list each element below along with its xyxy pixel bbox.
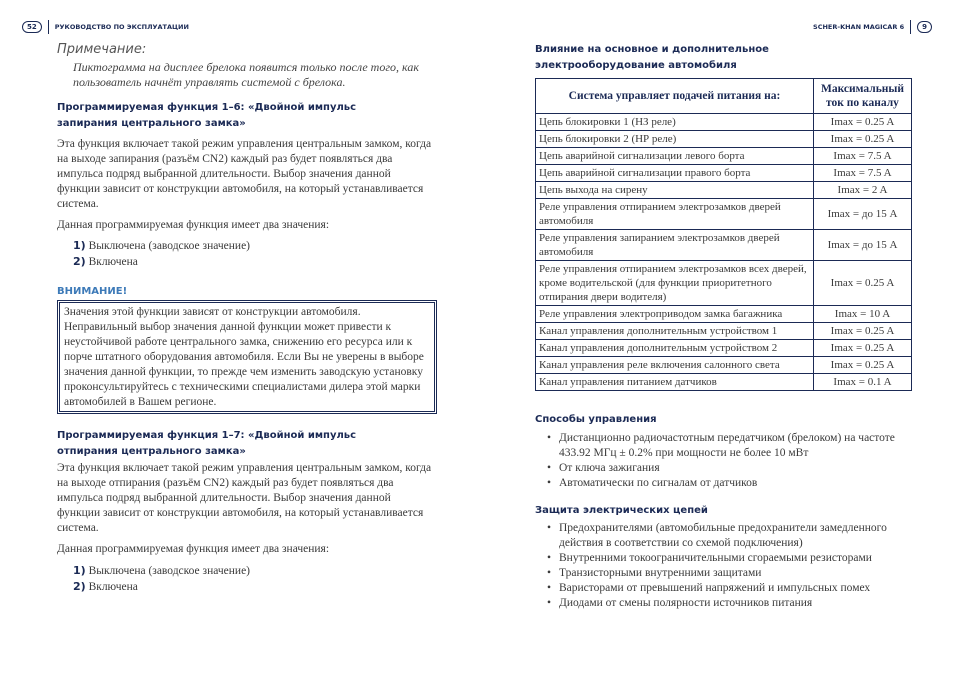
function-1-7-options	[73, 563, 250, 595]
page-number: 9	[917, 21, 932, 33]
channel-cell: Реле управления запиранием электрозамков дверей автомобиля	[536, 230, 814, 261]
table-row	[536, 323, 912, 340]
table-row	[536, 374, 912, 391]
control-list	[545, 431, 915, 491]
table-row	[536, 131, 912, 148]
left-page-header	[22, 20, 189, 34]
channel-cell: Реле управления отпиранием электрозамков дверей автомобиля	[536, 199, 814, 230]
option: 2) Включена	[73, 580, 138, 593]
right-page-header	[813, 20, 932, 34]
list-item: • Транзисторными внутренними защитами	[545, 566, 915, 581]
list-item: • Внутренними токоограничительными сгораемыми резисторами	[545, 551, 915, 566]
table-row	[536, 261, 912, 306]
current-cell: Imax = 0.25 A	[814, 261, 912, 306]
page-number: 52	[22, 21, 42, 33]
running-title: РУКОВОДСТВО ПО ЭКСПЛУАТАЦИИ	[54, 23, 189, 31]
list-item: • Автоматически по сигналам от датчиков	[545, 476, 915, 491]
protection-title: Защита электрических цепей	[535, 505, 708, 516]
function-1-7-title: Программируемая функция 1–7: «Двойной импульс отпирания центрального замка»	[57, 430, 357, 457]
channel-cell: Канал управления реле включения салонного света	[536, 357, 814, 374]
current-cell: Imax = 7.5 A	[814, 148, 912, 165]
divider	[48, 20, 49, 34]
warning-title: ВНИМАНИЕ!	[57, 286, 128, 297]
current-cell: Imax = 0.25 A	[814, 114, 912, 131]
current-cell: Imax = до 15 A	[814, 230, 912, 261]
current-cell: Imax = 7.5 A	[814, 165, 912, 182]
current-cell: Imax = 0.25 A	[814, 357, 912, 374]
control-title: Способы управления	[535, 414, 657, 425]
current-cell: Imax = 0.25 A	[814, 340, 912, 357]
channel-cell: Канал управления дополнительным устройством 2	[536, 340, 814, 357]
function-1-6-title: Программируемая функция 1–6: «Двойной импульс запирания центрального замка»	[57, 102, 357, 129]
influence-title: Влияние на основное и дополнительное электрооборудование автомобиля	[535, 44, 769, 71]
function-1-7-values-intro: Данная программируемая функция имеет два значения:	[57, 543, 330, 555]
table-row	[536, 340, 912, 357]
function-1-7-text: Эта функция включает такой режим управления центральным замком, когда на выходе отпирания (разъём CN2) каждый раз будет появляться два импульса подряд выбранной длительности. Выбор значения данной функции зависит от конструкции автомобиля, на который устанавливается система.	[57, 462, 432, 534]
note-text: Пиктограмма на дисплее брелока появится только после того, как пользователь начнёт управлять системой с брелока.	[73, 60, 419, 89]
option: 1) Выключена (заводское значение)	[73, 239, 251, 252]
option: 2) Включена	[73, 255, 138, 268]
note-title: Примечание:	[57, 42, 147, 57]
current-cell: Imax = 0.25 A	[814, 323, 912, 340]
table-row	[536, 357, 912, 374]
list-item: • Предохранителями (автомобильные предохранители замедленного действия в соответствии со схемой подключения)	[545, 521, 915, 551]
list-item: • Варисторами от превышений напряжений и импульсных помех	[545, 581, 915, 596]
list-item: • Диодами от смены полярности источников питания	[545, 596, 915, 611]
function-1-6-values-intro: Данная программируемая функция имеет два значения:	[57, 219, 330, 231]
protection-list	[545, 521, 915, 611]
current-cell: Imax = 2 A	[814, 182, 912, 199]
table-row	[536, 230, 912, 261]
table-row	[536, 165, 912, 182]
list-item: • Дистанционно радиочастотным передатчиком (брелоком) на частоте 433.92 МГц ± 0.2% при мощности не более 10 мВт	[545, 431, 915, 461]
column-header: Система управляет подачей питания на:	[536, 79, 814, 114]
channel-cell: Реле управления отпиранием электрозамков всех дверей, кроме водительской (для функции приоритетного отпирания двери водителя)	[536, 261, 814, 306]
column-header: Максимальный ток по каналу	[814, 79, 912, 114]
function-1-6-options	[73, 238, 250, 270]
power-table	[535, 78, 912, 391]
warning-box	[57, 300, 437, 414]
table-row	[536, 306, 912, 323]
current-cell: Imax = до 15 A	[814, 199, 912, 230]
channel-cell: Цепь аварийной сигнализации левого борта	[536, 148, 814, 165]
current-cell: Imax = 10 A	[814, 306, 912, 323]
option: 1) Выключена (заводское значение)	[73, 564, 251, 577]
channel-cell: Канал управления питанием датчиков	[536, 374, 814, 391]
channel-cell: Цепь блокировки 1 (НЗ реле)	[536, 114, 814, 131]
channel-cell: Цепь выхода на сирену	[536, 182, 814, 199]
divider	[910, 20, 911, 34]
list-item: • От ключа зажигания	[545, 461, 915, 476]
channel-cell: Канал управления дополнительным устройством 1	[536, 323, 814, 340]
running-title: SCHER-KHAN MAGICAR 6	[813, 23, 905, 31]
current-cell: Imax = 0.25 A	[814, 131, 912, 148]
power-table-wrap	[535, 78, 912, 391]
table-row	[536, 148, 912, 165]
channel-cell: Реле управления электроприводом замка багажника	[536, 306, 814, 323]
function-1-6-text: Эта функция включает такой режим управления центральным замком, когда на выходе запирания (разъём CN2) каждый раз будет появляться два импульса подряд выбранной длительности. Выбор значения данной функции зависит от конструкции автомобиля, на который устанавливается система.	[57, 138, 432, 210]
table-row	[536, 199, 912, 230]
table-row	[536, 182, 912, 199]
channel-cell: Цепь аварийной сигнализации правого борта	[536, 165, 814, 182]
table-row	[536, 114, 912, 131]
channel-cell: Цепь блокировки 2 (НР реле)	[536, 131, 814, 148]
current-cell: Imax = 0.1 A	[814, 374, 912, 391]
warning-text: Значения этой функции зависят от конструкции автомобиля. Неправильный выбор значения данной функции может привести к неустойчивой работе центрального замка, снижению его ресурса или к порче штатного оборудования автомобиля. Если Вы не уверены в выборе значения данной функции, то прежде чем изменить заводскую установку проконсультируйтесь с техническими специалистами дилера этой марки автомобилей в Вашем регионе.	[64, 306, 424, 408]
